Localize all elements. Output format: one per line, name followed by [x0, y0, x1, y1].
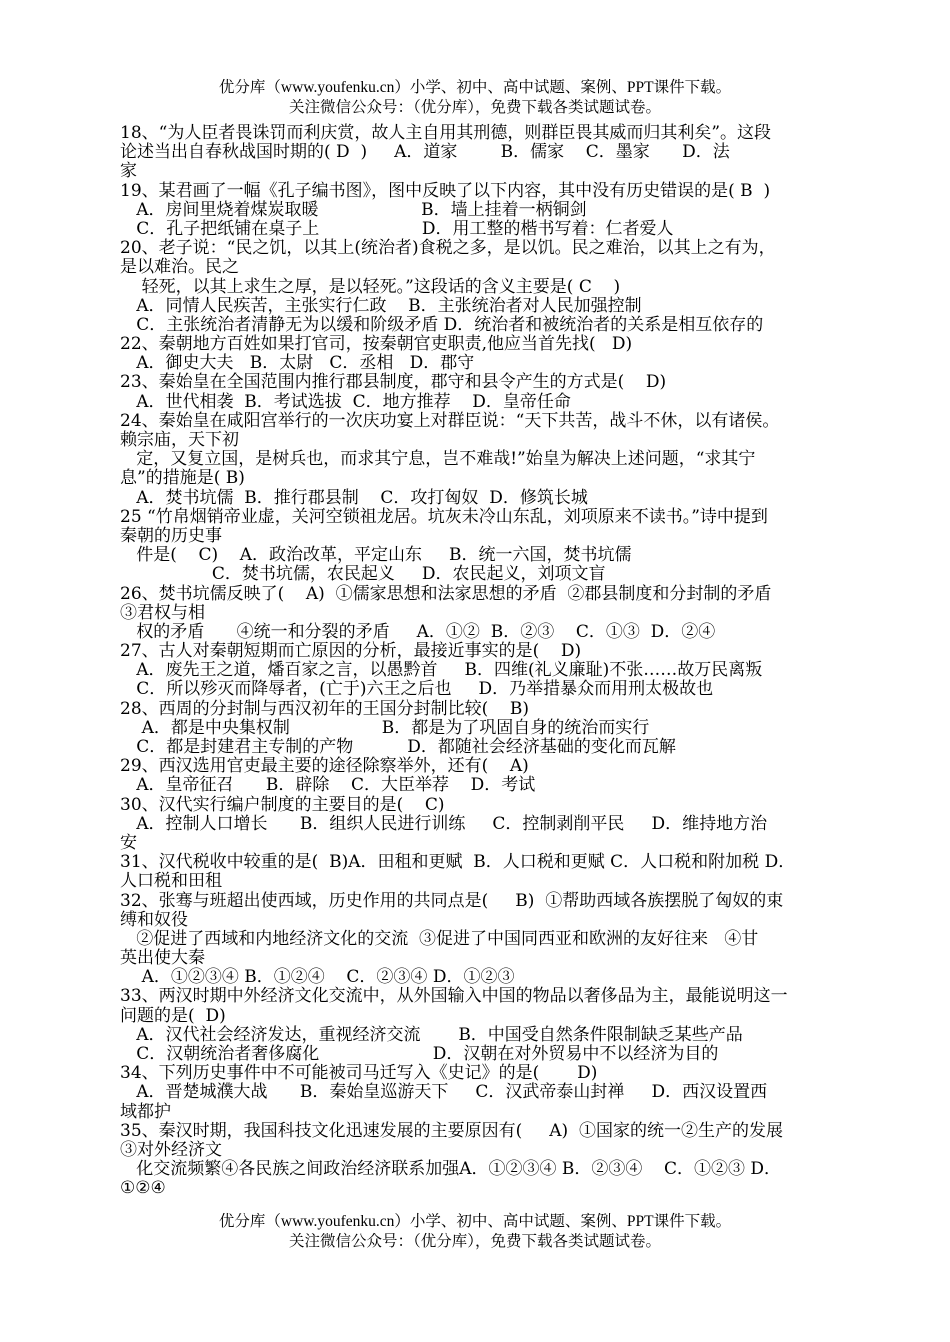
text-line: 27、古人对秦朝短期而亡原因的分析，最接近事实的是( D): [120, 641, 582, 662]
text-line: 权的矛盾 ④统一和分裂的矛盾 A．①② B．②③ C．①③ D．②④: [120, 621, 716, 642]
text-line: C．所以殄灭而降辱者，(亡于)六王之后也 D．乃举措暴众而用刑太极故也: [120, 679, 714, 700]
text-line: A．废先王之道，燔百家之言，以愚黔首 B．四维(礼义廉耻)不张……故万民离叛: [120, 660, 763, 681]
text-line: A．同情人民疾苦，主张实行仁政 B．主张统治者对人民加强控制: [120, 295, 642, 316]
header-line-1: 优分库（www.youfenku.cn）小学、初中、高中试题、案例、PPT课件下载。: [218, 79, 732, 96]
text-line: 35、秦汉时期，我国科技文化迅速发展的主要原因有( A) ①国家的统一②生产的发展: [120, 1120, 783, 1141]
text-line: 18、“为人臣者畏诛罚而利庆赏，故人主自用其刑德，则群臣畏其威而归其利矣”。这段: [120, 123, 772, 143]
text-line: A．都是中央集权制 B．都是为了巩固自身的统治而实行: [120, 717, 650, 738]
text-line: 问题的是( D): [120, 1005, 226, 1026]
footer-line-1: 优分库（www.youfenku.cn）小学、初中、高中试题、案例、PPT课件下载。: [218, 1213, 732, 1230]
text-line: 缚和奴役: [120, 909, 188, 930]
text-line: C．孔子把纸铺在桌子上 D．用工整的楷书写着：仁者爱人: [120, 218, 674, 239]
text-line: 是以难治。民之: [120, 257, 239, 278]
text-line: 化交流频繁④各民族之间政治经济联系加强A．①②③④ B．②③④ C．①②③ D．: [120, 1159, 782, 1180]
text-line: 33、两汉时期中外经济文化交流中，从外国输入中国的物品以奢侈品为主，最能说明这一: [120, 986, 788, 1007]
text-line: A．房间里烧着煤炭取暖 B．墙上挂着一柄铜剑: [120, 199, 587, 220]
text-line: 29、西汉选用官吏最主要的途径除察举外，还有( A): [120, 756, 529, 777]
text-line: 人口税和田租: [120, 871, 222, 892]
text-line: 25 “竹帛烟销帝业虚，关河空锁祖龙居。坑灰未冷山东乱，刘项原来不读书。”诗中提到: [120, 506, 768, 527]
text-line: 域都护: [120, 1101, 171, 1122]
header-line-2: 关注微信公众号：（优分库），免费下载各类试题试卷。: [288, 99, 661, 116]
text-line: A．焚书坑儒 B．推行郡县制 C．攻打匈奴 D．修筑长城: [120, 487, 588, 508]
text-line: 22、秦朝地方百姓如果打官司，按秦朝官吏职责,他应当首先找( D): [120, 334, 633, 355]
text-line: C．都是封建君主专制的产物 D．都随社会经济基础的变化而瓦解: [120, 737, 676, 757]
text-line: 息”的措施是( B): [120, 468, 245, 489]
text-line: A．①②③④ B．①②④ C．②③④ D．①②③: [120, 967, 515, 988]
text-line: 32、张骞与班超出使西域，历史作用的共同点是( B) ①帮助西域各族摆脱了匈奴的束: [120, 890, 784, 911]
text-line: 26、焚书坑儒反映了( A) ①儒家思想和法家思想的矛盾 ②郡县制度和分封制的矛盾: [120, 583, 772, 604]
text-line: 28、西周的分封制与西汉初年的王国分封制比较( B): [120, 698, 530, 719]
text-line: A．汉代社会经济发达，重视经济交流 B．中国受自然条件限制缺乏某些产品: [120, 1024, 743, 1045]
text-line: 30、汉代实行编户制度的主要目的是( C): [120, 794, 445, 815]
text-line: 英出使大秦: [120, 948, 205, 969]
text-line: 家: [120, 161, 137, 182]
question-body: [120, 124, 855, 1199]
footer-line-2: 关注微信公众号：（优分库），免费下载各类试题试卷。: [288, 1233, 661, 1250]
text-line: A．世代相袭 B．考试选拔 C．地方推荐 D．皇帝任命: [120, 391, 571, 412]
text-line: 秦朝的历史事: [120, 525, 222, 546]
text-line: 34、下列历史事件中不可能被司马迁写入《史记》的是( D): [120, 1063, 598, 1084]
text-line: A．御史大夫 B．太尉 C．丞相 D．郡守: [120, 353, 475, 374]
text-line: C．焚书坑儒，农民起义 D．农民起义，刘项文盲: [120, 564, 606, 585]
text-line: 轻死，以其上求生之厚，是以轻死。”这段话的含义主要是( C ): [120, 276, 621, 297]
text-line: 定，又复立国，是树兵也，而求其宁息，岂不难哉!”始皇为解决上述问题，“求其宁: [120, 449, 756, 470]
text-line: ①②④: [120, 1178, 166, 1199]
text-line: 安: [120, 832, 137, 853]
text-line: 19、某君画了一幅《孔子编书图》，图中反映了以下内容，其中没有历史错误的是( B ): [120, 180, 771, 201]
text-line: ③对外经济文: [120, 1139, 222, 1160]
text-line: 23、秦始皇在全国范围内推行郡县制度，郡守和县令产生的方式是( D): [120, 372, 667, 393]
text-line: 31、汉代税收中较重的是( B)A．田租和更赋 B．人口税和更赋 C．人口税和附加税 D．: [120, 852, 796, 873]
text-line: A．控制人口增长 B．组织人民进行训练 C．控制剥削平民 D．维持地方治: [120, 813, 768, 834]
text-line: A．晋楚城濮大战 B．秦始皇巡游天下 C．汉武帝泰山封禅 D．西汉设置西: [120, 1082, 768, 1103]
text-line: 论述当出自春秋战国时期的( D ) A．道家 B．儒家 C．墨家 D．法: [120, 142, 730, 163]
text-line: C．主张统治者清静无为以缓和阶级矛盾 D．统治者和被统治者的关系是相互依存的: [120, 314, 764, 335]
text-line: A．皇帝征召 B．辟除 C．大臣举荐 D．考试: [120, 775, 536, 796]
text-line: ②促进了西域和内地经济文化的交流 ③促进了中国同西亚和欧洲的友好往来 ④甘: [120, 928, 759, 949]
text-line: 24、秦始皇在咸阳宫举行的一次庆功宴上对群臣说：“天下共苦，战斗不休，以有诸侯。: [120, 410, 780, 431]
text-line: 件是( C) A．政治改革，平定山东 B．统一六国，焚书坑儒: [120, 545, 632, 566]
text-line: 赖宗庙，天下初: [120, 430, 239, 450]
text-line: C．汉朝统治者奢侈腐化 D．汉朝在对外贸易中不以经济为目的: [120, 1044, 719, 1064]
text-line: 20、老子说：“民之饥，以其上(统治者)食税之多，是以饥。民之难治，以其上之有为，: [120, 238, 776, 259]
text-line: ③君权与相: [120, 602, 205, 623]
